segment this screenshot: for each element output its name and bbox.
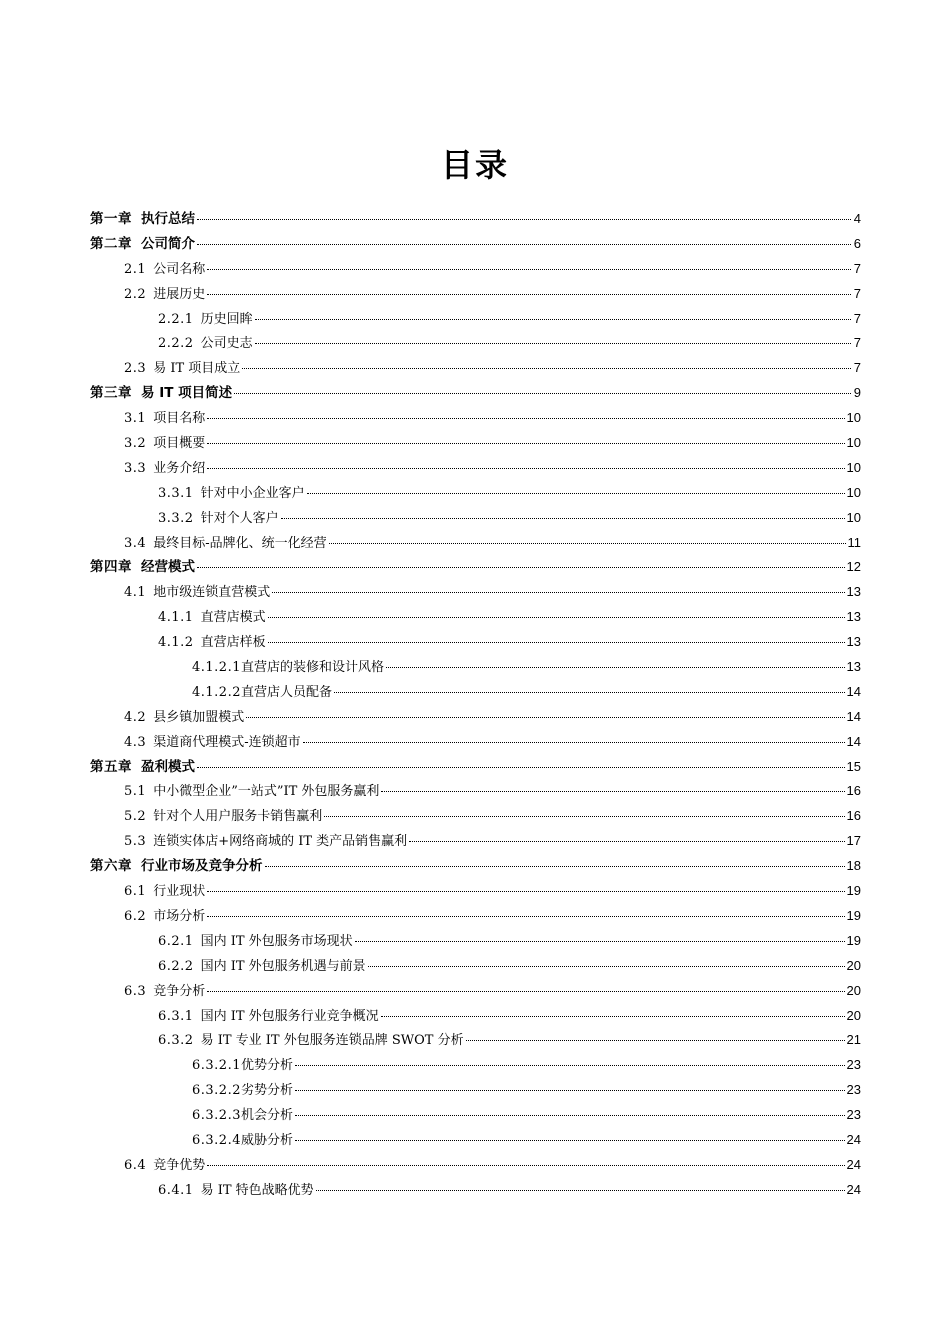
toc-dot-leader bbox=[316, 1190, 845, 1191]
toc-entry-number: 6.3.2.1 bbox=[192, 1058, 241, 1074]
toc-page-number: 7 bbox=[853, 335, 861, 351]
toc-page-number: 15 bbox=[846, 758, 861, 774]
toc-dot-leader bbox=[207, 418, 844, 419]
toc-entry-number: 2.2 bbox=[124, 286, 147, 302]
toc-dot-leader bbox=[242, 368, 851, 369]
toc-page-number: 6 bbox=[853, 235, 861, 251]
toc-entry[interactable] bbox=[90, 1178, 861, 1203]
toc-entry-number: 第五章 bbox=[90, 758, 132, 775]
toc-entry-number: 3.3 bbox=[124, 460, 147, 476]
toc-entry-number: 2.2.2 bbox=[158, 336, 194, 352]
toc-entry-text: 连锁实体店+网络商城的 IT 类产品销售赢利 bbox=[153, 834, 408, 850]
toc-entry-text: 针对个人客户 bbox=[200, 510, 279, 526]
toc-page-number: 9 bbox=[853, 385, 861, 401]
toc-entry-text: 直营店样板 bbox=[200, 635, 266, 651]
toc-entry[interactable] bbox=[90, 506, 861, 531]
toc-dot-leader bbox=[255, 319, 851, 320]
toc-dot-leader bbox=[386, 667, 845, 668]
toc-entry-number: 第六章 bbox=[90, 858, 132, 875]
toc-entry-number: 3.2 bbox=[124, 436, 147, 452]
toc-dot-leader bbox=[207, 294, 851, 295]
toc-page-number: 24 bbox=[846, 1181, 861, 1197]
toc-entry[interactable] bbox=[90, 1103, 861, 1128]
toc-dot-leader bbox=[207, 916, 844, 917]
toc-entry[interactable] bbox=[90, 307, 861, 332]
toc-page-number: 23 bbox=[846, 1107, 861, 1123]
toc-page-number: 20 bbox=[846, 1007, 861, 1023]
toc-dot-leader bbox=[324, 816, 844, 817]
toc-entry-text: 行业现状 bbox=[153, 884, 206, 900]
toc-entry-number: 3.3.2 bbox=[158, 510, 194, 526]
toc-page-number: 7 bbox=[853, 260, 861, 276]
toc-page-number: 12 bbox=[846, 559, 861, 575]
toc-dot-leader bbox=[268, 617, 845, 618]
toc-entry-number: 3.1 bbox=[124, 411, 147, 427]
toc-entry-text: 易 IT 专业 IT 外包服务连锁品牌 SWOT 分析 bbox=[200, 1033, 464, 1049]
toc-page-number: 13 bbox=[846, 584, 861, 600]
toc-page-number: 7 bbox=[853, 285, 861, 301]
toc-dot-leader bbox=[234, 393, 851, 394]
toc-entry-text: 经营模式 bbox=[141, 559, 195, 576]
toc-dot-leader bbox=[272, 592, 844, 593]
toc-entry-text: 最终目标-品牌化、统一化经营 bbox=[153, 535, 327, 551]
toc-entry-text: 市场分析 bbox=[153, 908, 206, 924]
toc-entry-number: 第二章 bbox=[90, 235, 132, 252]
toc-entry-number: 4.1.1 bbox=[158, 610, 194, 626]
toc-page-number: 19 bbox=[846, 883, 861, 899]
toc-entry[interactable] bbox=[90, 456, 861, 481]
toc-dot-leader bbox=[207, 991, 844, 992]
toc-dot-leader bbox=[355, 941, 845, 942]
toc-entry-text: 机会分析 bbox=[240, 1108, 293, 1124]
toc-dot-leader bbox=[381, 1016, 845, 1017]
toc-entry-text: 直营店人员配备 bbox=[240, 684, 332, 700]
toc-entry-number: 6.4.1 bbox=[158, 1182, 194, 1198]
toc-entry-text: 国内 IT 外包服务机遇与前景 bbox=[200, 958, 366, 974]
toc-entry-number: 6.2.2 bbox=[158, 958, 194, 974]
toc-entry[interactable] bbox=[90, 829, 861, 854]
toc-dot-leader bbox=[246, 717, 844, 718]
toc-entry-text: 业务介绍 bbox=[153, 460, 206, 476]
toc-entry-number: 4.2 bbox=[124, 709, 147, 725]
toc-entry[interactable] bbox=[90, 1053, 861, 1078]
toc-page-number: 16 bbox=[846, 808, 861, 824]
toc-page-number: 13 bbox=[846, 659, 861, 675]
toc-entry[interactable] bbox=[90, 854, 861, 879]
toc-entry-text: 公司名称 bbox=[153, 261, 206, 277]
toc-entry[interactable] bbox=[90, 804, 861, 829]
toc-entry-number: 6.3.2.3 bbox=[192, 1108, 241, 1124]
toc-entry-number: 4.3 bbox=[124, 734, 147, 750]
toc-entry-text: 针对中小企业客户 bbox=[200, 485, 305, 501]
toc-entry-number: 6.1 bbox=[124, 884, 147, 900]
toc-dot-leader bbox=[207, 269, 851, 270]
toc-page-number: 17 bbox=[846, 833, 861, 849]
toc-entry-number: 6.3.2.2 bbox=[192, 1083, 241, 1099]
toc-dot-leader bbox=[281, 518, 845, 519]
toc-page-number: 19 bbox=[846, 907, 861, 923]
toc-entry-number: 4.1.2 bbox=[158, 635, 194, 651]
toc-entry-number: 6.3.1 bbox=[158, 1008, 194, 1024]
toc-entry-number: 第三章 bbox=[90, 385, 132, 402]
toc-dot-leader bbox=[307, 493, 845, 494]
toc-entry-number: 5.2 bbox=[124, 809, 147, 825]
toc-entry-text: 县乡镇加盟模式 bbox=[153, 709, 245, 725]
toc-entry-text: 地市级连锁直营模式 bbox=[153, 585, 271, 601]
toc-dot-leader bbox=[466, 1040, 845, 1041]
toc-page-number: 10 bbox=[846, 484, 861, 500]
toc-entry-number: 4.1.2.2 bbox=[192, 684, 241, 700]
toc-dot-leader bbox=[295, 1115, 845, 1116]
toc-entry-number: 4.1 bbox=[124, 585, 147, 601]
toc-entry[interactable] bbox=[90, 356, 861, 381]
toc-entry-number: 第一章 bbox=[90, 211, 132, 227]
toc-dot-leader bbox=[295, 1140, 845, 1141]
toc-entry[interactable] bbox=[90, 257, 861, 282]
toc-entry-number: 5.1 bbox=[124, 784, 147, 800]
toc-page-number: 10 bbox=[846, 459, 861, 475]
toc-entry[interactable] bbox=[90, 705, 861, 730]
toc-entry-text: 直营店的装修和设计风格 bbox=[240, 660, 384, 676]
toc-entry-text: 国内 IT 外包服务市场现状 bbox=[200, 933, 353, 949]
toc-entry[interactable] bbox=[90, 580, 861, 605]
toc-page-number: 24 bbox=[846, 1156, 861, 1172]
toc-dot-leader bbox=[303, 742, 845, 743]
toc-dot-leader bbox=[381, 791, 844, 792]
toc-entry-text: 国内 IT 外包服务行业竞争概况 bbox=[200, 1008, 379, 1024]
toc-entry[interactable] bbox=[90, 481, 861, 506]
toc-dot-leader bbox=[197, 219, 851, 220]
toc-page-number: 23 bbox=[846, 1082, 861, 1098]
toc-entry-text: 竞争优势 bbox=[153, 1157, 206, 1173]
toc-entry[interactable] bbox=[90, 979, 861, 1004]
toc-entry-text: 易 IT 项目简述 bbox=[141, 385, 233, 402]
toc-entry-text: 优势分析 bbox=[240, 1058, 293, 1074]
toc-page-number: 10 bbox=[846, 435, 861, 451]
toc-entry-text: 公司简介 bbox=[141, 235, 195, 252]
toc-entry-number: 4.1.2.1 bbox=[192, 660, 241, 676]
toc-entry[interactable] bbox=[90, 431, 861, 456]
toc-entry[interactable] bbox=[90, 282, 861, 307]
toc-dot-leader bbox=[295, 1065, 845, 1066]
toc-entry[interactable] bbox=[90, 879, 861, 904]
toc-entry-number: 2.1 bbox=[124, 261, 147, 277]
toc-entry[interactable] bbox=[90, 680, 861, 705]
toc-entry-number: 6.3 bbox=[124, 983, 147, 999]
toc-page-number: 14 bbox=[846, 733, 861, 749]
toc-dot-leader bbox=[368, 966, 845, 967]
toc-entry-text: 项目名称 bbox=[153, 411, 206, 427]
toc-entry-text: 易 IT 特色战略优势 bbox=[200, 1182, 314, 1198]
toc-dot-leader bbox=[207, 1165, 844, 1166]
toc-entry[interactable] bbox=[90, 954, 861, 979]
toc-entry[interactable] bbox=[90, 630, 861, 655]
toc-entry-text: 劣势分析 bbox=[240, 1083, 293, 1099]
toc-entry-number: 第四章 bbox=[90, 559, 132, 576]
toc-entry[interactable] bbox=[90, 779, 861, 804]
toc-entry-text: 竞争分析 bbox=[153, 983, 206, 999]
toc-page-number: 18 bbox=[846, 858, 861, 874]
toc-entry-text: 执行总结 bbox=[141, 211, 195, 227]
toc-entry-text: 项目概要 bbox=[153, 436, 206, 452]
toc-entry[interactable] bbox=[90, 730, 861, 755]
toc-title: 目录 bbox=[440, 146, 509, 184]
toc-dot-leader bbox=[207, 468, 844, 469]
toc-page-number: 13 bbox=[846, 609, 861, 625]
toc-entry[interactable] bbox=[90, 531, 861, 556]
toc-page-number: 10 bbox=[846, 509, 861, 525]
toc-dot-leader bbox=[255, 343, 851, 344]
toc-entry-text: 历史回眸 bbox=[200, 311, 253, 327]
toc-page-number: 16 bbox=[846, 783, 861, 799]
toc-entry[interactable] bbox=[90, 1028, 861, 1053]
toc-page-number: 19 bbox=[846, 932, 861, 948]
toc-page-number: 10 bbox=[846, 410, 861, 426]
toc-dot-leader bbox=[334, 692, 845, 693]
toc-page-number: 11 bbox=[847, 534, 861, 550]
toc-page-number: 14 bbox=[846, 708, 861, 724]
toc-entry-text: 易 IT 项目成立 bbox=[153, 361, 241, 377]
toc-entry[interactable] bbox=[90, 331, 861, 356]
toc-page-number: 20 bbox=[846, 957, 861, 973]
toc-entry-number: 3.3.1 bbox=[158, 485, 194, 501]
toc-entry-text: 针对个人用户服务卡销售赢利 bbox=[153, 809, 323, 825]
toc-page-number: 20 bbox=[846, 982, 861, 998]
toc-entry[interactable] bbox=[90, 1153, 861, 1178]
toc-dot-leader bbox=[295, 1090, 845, 1091]
toc-entry-text: 威胁分析 bbox=[240, 1132, 293, 1148]
toc-dot-leader bbox=[197, 567, 845, 568]
toc-entry[interactable] bbox=[90, 207, 861, 232]
toc-entry-number: 6.4 bbox=[124, 1157, 147, 1173]
toc-entry-number: 6.2 bbox=[124, 908, 147, 924]
toc-entry[interactable] bbox=[90, 1004, 861, 1029]
toc-page-number: 21 bbox=[846, 1032, 861, 1048]
toc-entry[interactable] bbox=[90, 904, 861, 929]
toc-dot-leader bbox=[197, 767, 845, 768]
toc-entry[interactable] bbox=[90, 655, 861, 680]
toc-entry-number: 6.3.2 bbox=[158, 1033, 194, 1049]
toc-entry-number: 5.3 bbox=[124, 834, 147, 850]
toc-entry[interactable] bbox=[90, 929, 861, 954]
toc-page-number: 14 bbox=[846, 683, 861, 699]
toc-entry-number: 6.2.1 bbox=[158, 933, 194, 949]
toc-entry-number: 2.3 bbox=[124, 361, 147, 377]
toc-entry[interactable] bbox=[90, 1128, 861, 1153]
toc-entry-text: 渠道商代理模式-连锁超市 bbox=[153, 734, 301, 750]
toc-page-number: 7 bbox=[853, 360, 861, 376]
toc-entry[interactable] bbox=[90, 406, 861, 431]
toc-entry-text: 行业市场及竞争分析 bbox=[141, 858, 263, 875]
toc-page-number: 7 bbox=[853, 310, 861, 326]
toc-page-number: 24 bbox=[846, 1131, 861, 1147]
toc-page-number: 4 bbox=[853, 211, 861, 226]
toc-dot-leader bbox=[329, 543, 846, 544]
toc-page-number: 13 bbox=[846, 634, 861, 650]
toc-entry[interactable] bbox=[90, 381, 861, 406]
toc-entry-text: 盈利模式 bbox=[141, 758, 195, 775]
toc-dot-leader bbox=[265, 866, 845, 867]
toc-entry-text: 进展历史 bbox=[153, 286, 206, 302]
toc-dot-leader bbox=[409, 841, 844, 842]
toc-dot-leader bbox=[207, 891, 844, 892]
toc-entry-text: 公司史志 bbox=[200, 336, 253, 352]
toc-dot-leader bbox=[207, 443, 844, 444]
toc-page-number: 23 bbox=[846, 1057, 861, 1073]
toc-entry-number: 3.4 bbox=[124, 535, 147, 551]
toc-dot-leader bbox=[268, 642, 845, 643]
toc-entry-text: 中小微型企业”一站式”IT 外包服务赢利 bbox=[153, 784, 380, 800]
toc-dot-leader bbox=[197, 244, 851, 245]
toc-entry[interactable] bbox=[90, 755, 861, 780]
toc-entry[interactable] bbox=[90, 555, 861, 580]
table-of-contents bbox=[90, 207, 861, 1203]
toc-entry-number: 6.3.2.4 bbox=[192, 1132, 241, 1148]
toc-entry-text: 直营店模式 bbox=[200, 610, 266, 626]
toc-entry[interactable] bbox=[90, 232, 861, 257]
toc-entry[interactable] bbox=[90, 605, 861, 630]
toc-entry-number: 2.2.1 bbox=[158, 311, 194, 327]
toc-entry[interactable] bbox=[90, 1078, 861, 1103]
